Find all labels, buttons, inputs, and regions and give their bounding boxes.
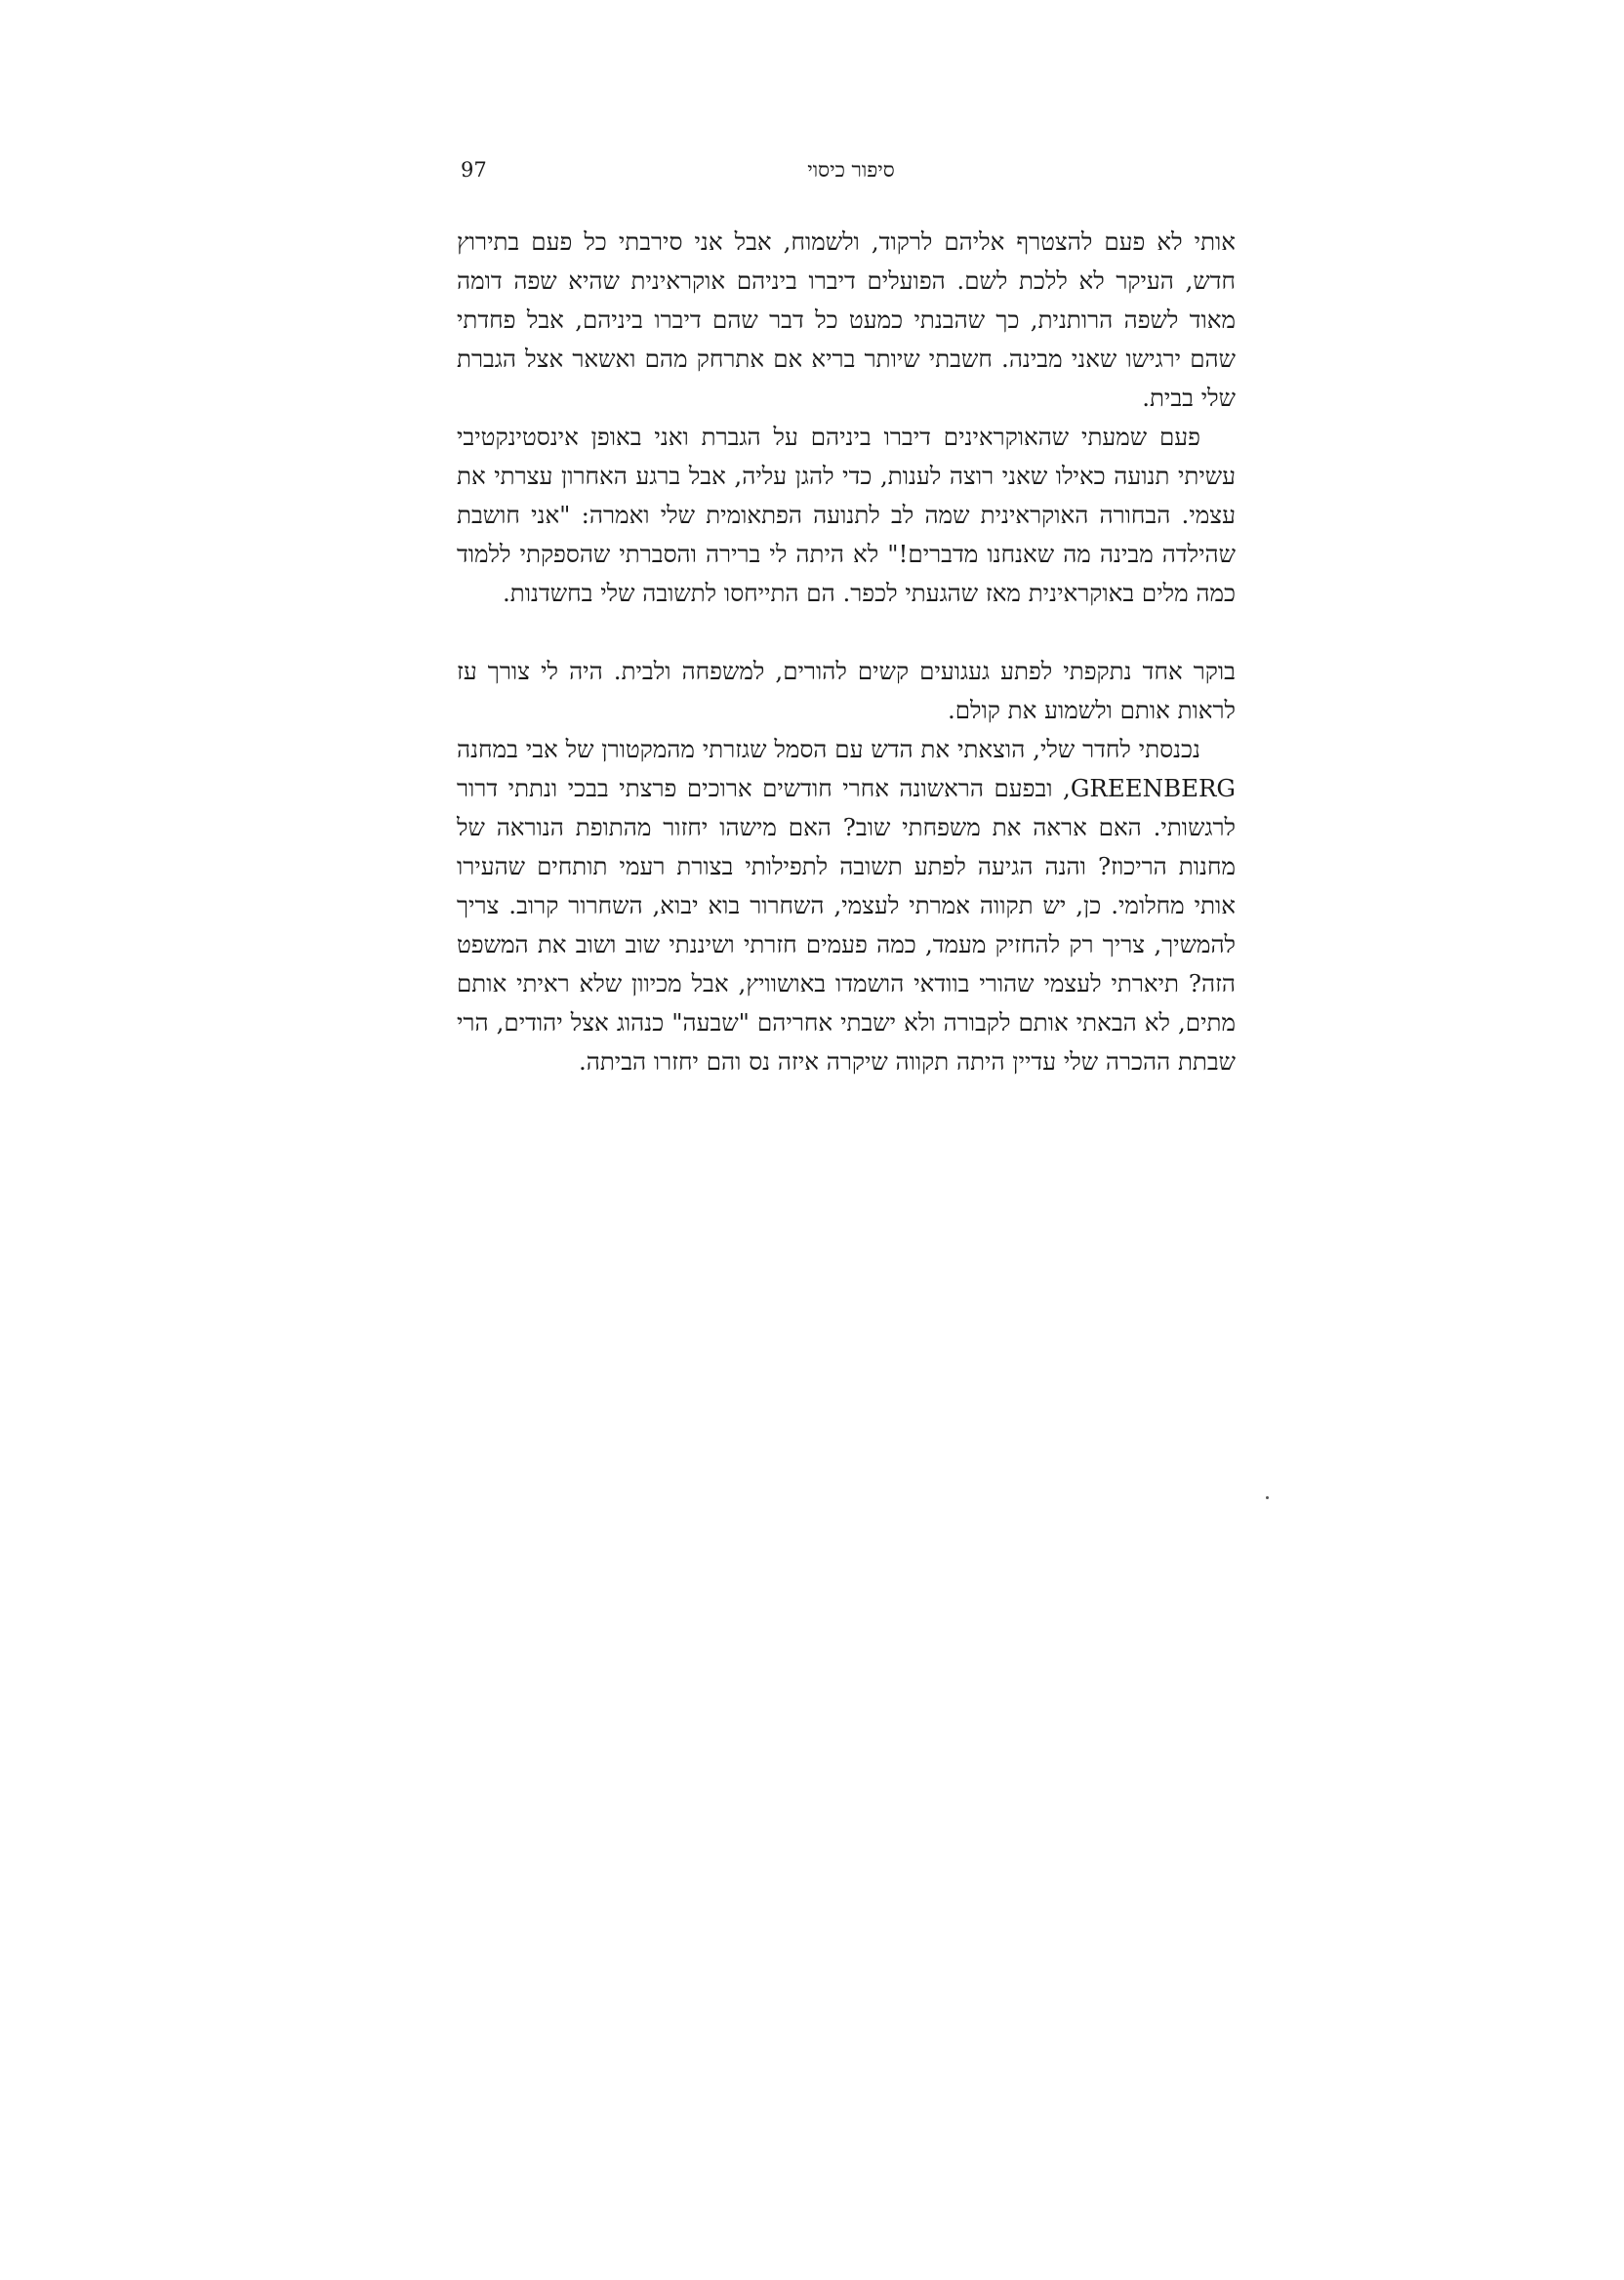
paragraph-1: אותי לא פעם להצטרף אליהם לרקוד, ולשמוח, אבל אני סירבתי כל פעם בתירוץ חדש, העיקר לא ללכת לשם. הפועלים דיברו ביניהם אוקראינית שהיא שפה דומה מאוד לשפה הרותנית, כך שהבנתי כמעט כל דבר שהם דיברו ביניהם, אבל פחדתי שהם ירגישו שאני מבינה. חשבתי שיותר בריא אם אתרחק מהם ואשאר אצל הגברת שלי בבית. xyxy=(457,227,1236,412)
paragraph-4: נכנסתי לחדר שלי, הוצאתי את הדש עם הסמל שגזרתי מהמקטורן של אבי במחנה GREENBERG, ובפעם הראשונה אחרי חודשים ארוכים פרצתי בבכי ונתתי דרור לרגשותי. האם אראה את משפחתי שוב? האם מישהו יחזור מהתופת הנוראה של מחנות הריכוז? והנה הגיעה לפתע תשובה לתפילותי בצורת רעמי תותחים שהעירו אותי מחלומי. כן, יש תקווה אמרתי לעצמי, השחרור בוא יבוא, השחרור קרוב. צריך להמשיך, צריך רק להחזיק מעמד, כמה פעמים חזרתי ושיננתי שוב ושוב את המשפט הזה? תיארתי לעצמי שהורי בוודאי הושמדו באושוויץ, אבל מכיוון שלא ראיתי אותם מתים, לא הבאתי אותם לקבורה ולא ישבתי אחריהם "שבעה" כנהוג אצל יהודים, הרי שבתת ההכרה שלי עדיין היתה תקווה שיקרה איזה נס והם יחזרו הביתה. xyxy=(457,735,1236,1076)
section-break xyxy=(457,613,1236,652)
paragraph-3: בוקר אחד נתקפתי לפתע געגועים קשים להורים, למשפחה ולבית. היה לי צורך עז לראות אותם ולשמוע את קולם. xyxy=(457,657,1236,724)
paragraph-2: פעם שמעתי שהאוקראינים דיברו ביניהם על הגברת ואני באופן אינסטינקטיבי עשיתי תנועה כאילו שאני רוצה לענות, כדי להגן עליה, אבל ברגע האחרון עצרתי את עצמי. הבחורה האוקראינית שמה לב לתנועה הפתאומית שלי ואמרה: "אני חושבת שהילדה מבינה מה שאנחנו מדברים!" לא היתה לי ברירה והסברתי שהספקתי ללמוד כמה מלים באוקראינית מאז שהגעתי לכפר. הם התייחסו לתשובה שלי בחשדנות. xyxy=(457,423,1236,607)
running-title: סיפור כיסוי xyxy=(807,158,895,182)
body-text xyxy=(457,223,1236,1081)
page-number: 97 xyxy=(461,158,487,182)
scan-speck xyxy=(1266,1496,1269,1499)
running-head xyxy=(461,150,1241,189)
